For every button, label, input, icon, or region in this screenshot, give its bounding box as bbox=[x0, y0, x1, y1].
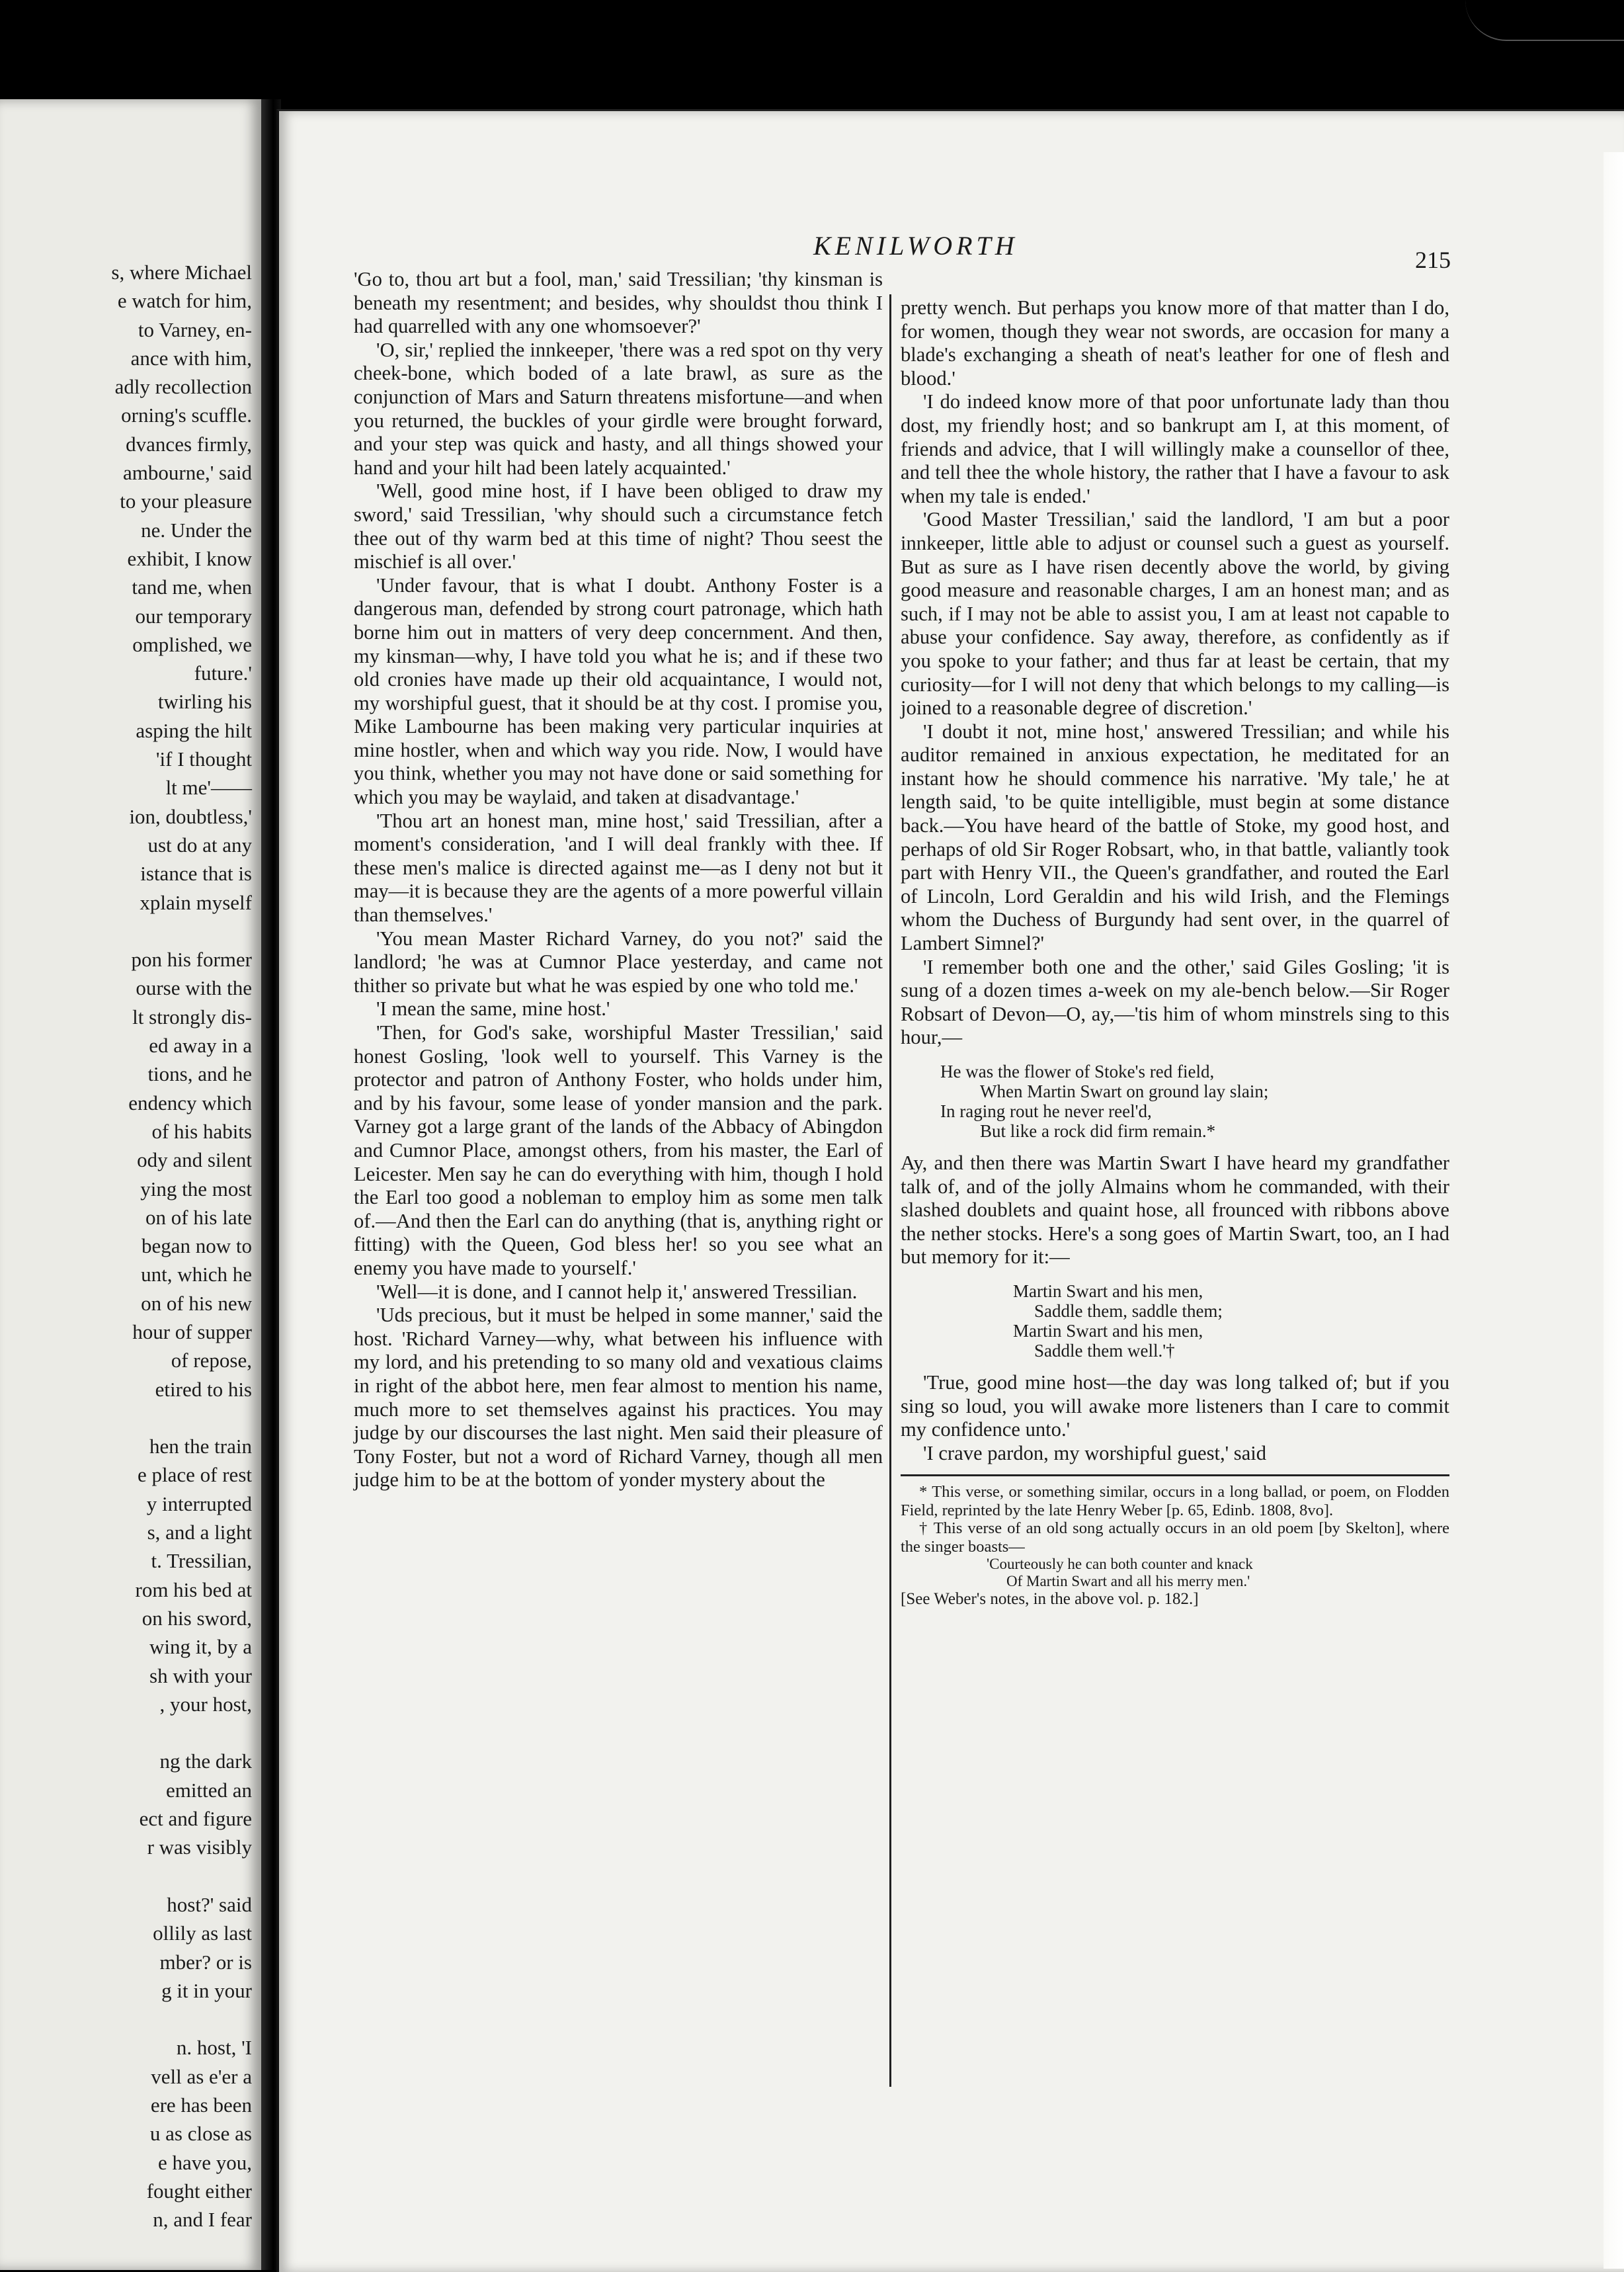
left-column-line: hour of supper bbox=[132, 1320, 252, 1343]
left-column-line: e watch for him, bbox=[117, 289, 252, 313]
paragraph: 'Thou art an honest man, mine host,' said Tressilian, after a moment's consideration, 'and I will deal frankly with thee. If these men's malice is directed against me—as I deny not but it may—it is because they are the agents of a more powerful villain than themselves.' bbox=[354, 809, 883, 927]
footnote: † This verse of an old song actually occurs in an old poem [by Skelton], where the singer boasts— bbox=[901, 1519, 1449, 1556]
left-column-line: emitted an bbox=[166, 1778, 252, 1802]
verse-stanza bbox=[901, 1281, 1449, 1361]
left-column-line: dvances firmly, bbox=[126, 432, 252, 456]
verse-line: But like a rock did firm remain.* bbox=[980, 1121, 1216, 1141]
verse-stanza bbox=[901, 1062, 1449, 1141]
left-column-line: of repose, bbox=[171, 1349, 252, 1372]
left-column-line: n, and I fear bbox=[153, 2208, 252, 2232]
left-column-line: of his habits bbox=[151, 1119, 252, 1143]
footnotes bbox=[901, 1483, 1449, 1609]
left-column-line: pon his former bbox=[131, 948, 252, 972]
text-column-left bbox=[354, 268, 883, 1492]
left-column-text bbox=[1, 258, 252, 2234]
left-column-line: lt me'—— bbox=[165, 776, 252, 800]
left-column-line: lt strongly dis- bbox=[132, 1005, 252, 1029]
paragraph: Ay, and then there was Martin Swart I have heard my grandfather talk of, and of the jolly Almains whom he commanded, with their slashed doublets and quaint hose, all frounced with ribbons above the nether stocks. Here's a song goes of Martin Swart, too, an I had but memory for it:— bbox=[901, 1152, 1449, 1269]
left-column-line: asping the hilt bbox=[136, 718, 252, 742]
verse-line: Martin Swart and his men, bbox=[1013, 1281, 1203, 1301]
left-column-line: unt, which he bbox=[141, 1263, 252, 1286]
left-column-line: on of his late bbox=[145, 1205, 252, 1229]
paragraph: 'Then, for God's sake, worshipful Master Tressilian,' said honest Gosling, 'look well to yourself. This Varney is the protector and patron of Anthony Foster, who holds under him, and by his favour, some lease of yonder mansion and the park. Varney got a large grant of the lands of the Abbacy of Abingdon and Cumnor Place, amongst others, from his master, the Earl of Leicester. Men say he can do everything with him, though I hold the Earl too good a nobleman to employ him as some men talk of.—And then the Earl can do anything (that is, anything right or fitting) with the Queen, God bless her! so you see what an enemy you have made to yourself.' bbox=[354, 1021, 883, 1279]
left-column-line: r was visibly bbox=[147, 1835, 252, 1859]
paragraph: 'Well, good mine host, if I have been obliged to draw my sword,' said Tressilian, 'why should such a circumstance fetch thee out of thy warm bed at this time of night? Thou seest the mischief is all over.' bbox=[354, 480, 883, 573]
left-column-line: rom his bed at bbox=[135, 1578, 252, 1601]
verse-line: Martin Swart and his men, bbox=[1013, 1320, 1203, 1341]
left-column-line: exhibit, I know bbox=[127, 546, 252, 570]
left-column-line: ust do at any bbox=[147, 833, 252, 857]
left-column-line: s, and a light bbox=[147, 1521, 252, 1544]
paragraph: 'Good Master Tressilian,' said the landlord, 'I am but a poor innkeeper, little able to adjust or counsel such a guest as yourself. But as sure as I have risen decently above the world, by giving good measure and reasonable charges, I am an honest man; and as such, if I may not be able to assist you, I am at least not capable to abuse your confidence. Say away, therefore, as confidently as if you spoke to your father; and thus far at least be certain, that my curiosity—for I will not deny that which belongs to my calling—is joined to a reasonable degree of discretion.' bbox=[901, 508, 1449, 720]
left-column-line: ambourne,' said bbox=[123, 461, 252, 485]
left-column-line: tions, and he bbox=[147, 1062, 252, 1086]
left-column-line: ying the most bbox=[140, 1177, 252, 1200]
left-column-line: endency which bbox=[128, 1091, 252, 1115]
paragraph: 'I crave pardon, my worshipful guest,' said bbox=[923, 1441, 1267, 1464]
left-column-line: host?' said bbox=[167, 1892, 252, 1916]
left-column-line: hen the train bbox=[149, 1435, 252, 1458]
page-number: 215 bbox=[1415, 247, 1451, 273]
left-column-line: , your host, bbox=[159, 1692, 252, 1716]
verse-line: Saddle them well.'† bbox=[1034, 1340, 1175, 1361]
left-column-line: orning's scuffle. bbox=[121, 403, 252, 427]
left-page-fragment bbox=[0, 99, 261, 2270]
verse-line: In raging rout he never reel'd, bbox=[940, 1101, 1152, 1121]
left-column-line: istance that is bbox=[140, 862, 252, 886]
left-column-line: sh with your bbox=[149, 1663, 252, 1687]
paragraph: 'I remember both one and the other,' said Giles Gosling; 'it is sung of a dozen times a-week on my ale-bench below.—Sir Roger Robsart of Devon—O, ay,—'tis him of whom minstrels sing to this hour,— bbox=[901, 955, 1449, 1049]
paragraph: 'Go to, thou art but a fool, man,' said Tressilian; 'thy kinsman is beneath my resentment; and besides, why shouldst thou think I had quarrelled with any one whomsoever?' bbox=[354, 268, 883, 338]
left-column-line: u as close as bbox=[149, 2122, 252, 2146]
verse-line: He was the flower of Stoke's red field, bbox=[940, 1062, 1215, 1081]
left-column-line: 'if I thought bbox=[155, 747, 252, 771]
left-column-line: to your pleasure bbox=[120, 489, 252, 513]
left-column-line: xplain myself bbox=[140, 890, 252, 914]
paragraph: 'Uds precious, but it must be helped in some manner,' said the host. 'Richard Varney—why, what between his influence with my lord, and his pretending to so many old and vexatious claims in right of the abbot here, men fear almost to mention his name, much more to set themselves against his practices. You may judge by our discourses the last night. Men said their pleasure of Tony Foster, but not a word of Richard Varney, though all men judge him to be at the bottom of yonder mystery about the bbox=[354, 1304, 883, 1492]
paragraph: 'You mean Master Richard Varney, do you not?' said the landlord; 'he was at Cumnor Place yesterday, and came not thither so private but what he was espied by one who told me.' bbox=[354, 927, 883, 997]
text-column-right bbox=[901, 296, 1449, 1609]
paragraph: 'I doubt it not, mine host,' answered Tressilian; and while his auditor remained in anxious expectation, he meditated for an instant how he should commence his narrative. 'My tale,' he at length said, 'to be quite intelligible, must begin at some distance back.—You have heard of the battle of Stoke, my good host, and perhaps of old Sir Roger Robsart, who, in that battle, valiantly took part with Henry VII., the Queen's grandfather, and routed the Earl of Lincoln, Lord Geraldin and his wild Irish, and the Flemings whom the Duchess of Burgundy had sent over, in the quarrel of Lambert Simnel?' bbox=[901, 720, 1449, 955]
left-column-line bbox=[1, 1718, 252, 1747]
left-column-line: ion, doubtless,' bbox=[129, 804, 252, 828]
left-column-line: omplished, we bbox=[132, 632, 252, 656]
left-column-line: on his sword, bbox=[142, 1606, 252, 1630]
paragraph: 'I do indeed know more of that poor unfortunate lady than thou dost, my friendly host; and so bankrupt am I, at this moment, of friends and advice, that I will willingly make a counsellor of thee, and tell thee the whole history, the rather that I have a favour to ask when my tale is ended.' bbox=[901, 390, 1449, 507]
left-column-line bbox=[1, 1404, 252, 1432]
paragraph: 'O, sir,' replied the innkeeper, 'there was a red spot on thy very cheek-bone, which boded of a late brawl, as sure as the conjunction of Mars and Saturn threatens misfortune—and when you returned, the buckles of your girdle were brought forward, and your step was quick and hasty, and all things showed your hand and your hilt had been lately acquainted.' bbox=[354, 338, 883, 479]
left-column-line: to Varney, en- bbox=[138, 317, 252, 341]
left-column-line: y interrupted bbox=[146, 1492, 252, 1515]
left-column-line: began now to bbox=[141, 1234, 252, 1258]
footnote-quote: 'Courteously he can both counter and knack bbox=[987, 1556, 1253, 1573]
left-column-line: ed away in a bbox=[149, 1034, 252, 1058]
left-column-line bbox=[1, 1862, 252, 1890]
left-column-line: adly recollection bbox=[114, 375, 252, 399]
left-column-line: n. host, 'I bbox=[176, 2036, 252, 2060]
paragraph: 'True, good mine host—the day was long talked of; but if you sing so loud, you will awake more listeners than I care to commit my confidence unto.' bbox=[901, 1370, 1449, 1441]
left-column-line: ollily as last bbox=[153, 1921, 252, 1945]
verse-line: When Martin Swart on ground lay slain; bbox=[980, 1081, 1269, 1101]
left-column-line bbox=[1, 917, 252, 945]
left-column-line: e place of rest bbox=[138, 1463, 252, 1487]
left-column-line: future.' bbox=[194, 661, 252, 685]
left-column-line: fought either bbox=[146, 2179, 252, 2203]
left-column-line: tand me, when bbox=[132, 575, 252, 599]
paragraph: 'Well—it is done, and I cannot help it,' answered Tressilian. bbox=[376, 1280, 858, 1303]
column-rule bbox=[889, 294, 891, 2087]
footnote: [See Weber's notes, in the above vol. p. 182.] bbox=[901, 1590, 1199, 1609]
left-column-line: g it in your bbox=[161, 1978, 252, 2002]
left-column-line: ne. Under the bbox=[141, 518, 252, 542]
left-column-line: ance with him, bbox=[130, 346, 252, 370]
left-column-line: our temporary bbox=[135, 604, 252, 628]
footnote-quote: Of Martin Swart and all his merry men.' bbox=[1006, 1573, 1250, 1590]
left-column-line: twirling his bbox=[157, 690, 252, 714]
left-column-line: wing it, by a bbox=[149, 1635, 252, 1659]
left-column-line: on of his new bbox=[141, 1291, 252, 1315]
left-column-line: t. Tressilian, bbox=[151, 1549, 252, 1573]
paragraph: pretty wench. But perhaps you know more of that matter than I do, for women, though they wear not swords, are occasion for many a blade's exchanging a sheath of neat's leather for one of flesh and blood.' bbox=[901, 296, 1449, 390]
running-header: KENILWORTH bbox=[813, 231, 1018, 261]
left-column-line: ourse with the bbox=[136, 976, 252, 1000]
paragraph: 'Under favour, that is what I doubt. Anthony Foster is a dangerous man, defended by strong court patronage, which hath borne him out in matters of very deep concernment. And then, my kinsman—why, I have told you what he is; and if these two old cronies have made up their old acquaintance, I would not, my worshipful guest, that it should be at thy cost. I promise you, Mike Lambourne has been making very particular inquiries at mine hostler, when and which way you ride. Now, I would have you think, whether you may not have done or said something for which you may be waylaid, and taken at disadvantage.' bbox=[354, 573, 883, 809]
footnote-rule bbox=[901, 1474, 1449, 1476]
verse-line: Saddle them, saddle them; bbox=[1034, 1300, 1223, 1321]
left-column-line: ere has been bbox=[150, 2093, 252, 2117]
left-column-line: ng the dark bbox=[159, 1749, 252, 1773]
left-column-line: e have you, bbox=[157, 2150, 252, 2174]
left-column-line bbox=[1, 2005, 252, 2033]
left-column-line: ect and figure bbox=[139, 1807, 252, 1831]
left-column-line: etired to his bbox=[155, 1377, 252, 1401]
left-column-line: ody and silent bbox=[137, 1148, 252, 1172]
left-column-line: s, where Michael bbox=[111, 261, 252, 284]
footnote: * This verse, or something similar, occurs in a long ballad, or poem, on Flodden Field, reprinted by the late Henry Weber [p. 65, Edinb. 1808, 8vo]. bbox=[901, 1483, 1449, 1519]
paragraph: 'I mean the same, mine host.' bbox=[376, 997, 610, 1021]
left-column-line: vell as e'er a bbox=[151, 2064, 252, 2088]
page-edge-strip bbox=[1604, 152, 1624, 2269]
left-column-line: mber? or is bbox=[159, 1950, 252, 1974]
page-edge-curve bbox=[1465, 0, 1624, 41]
